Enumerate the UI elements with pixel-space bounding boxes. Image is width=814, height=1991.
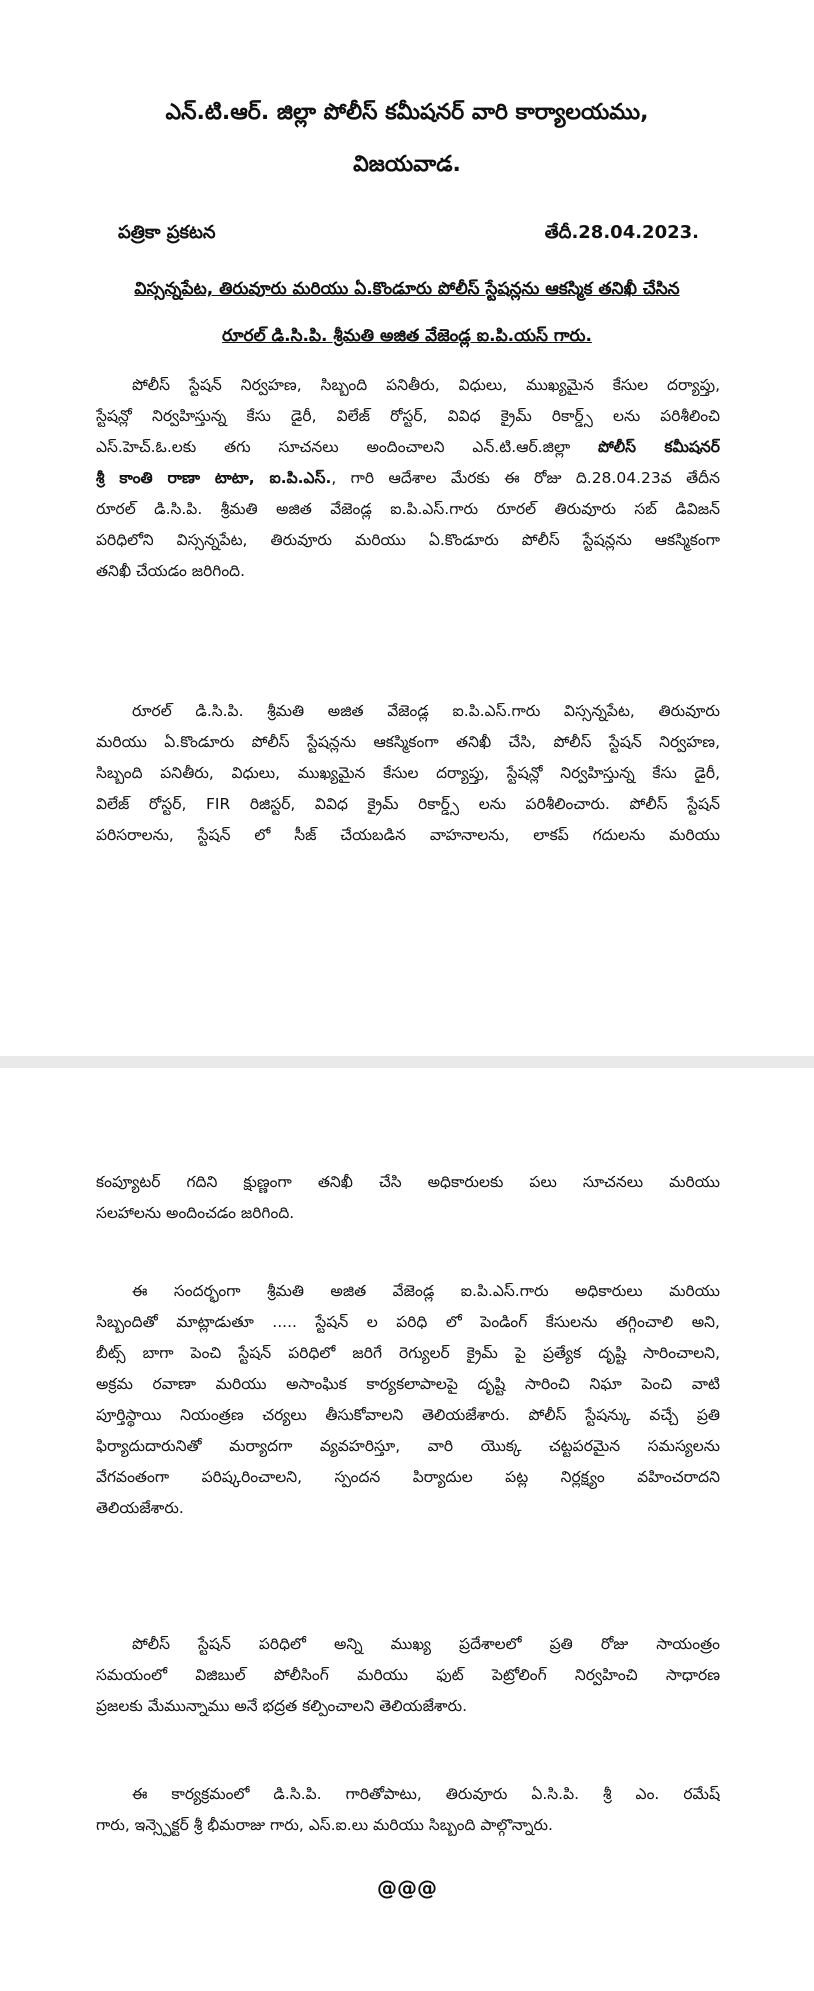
office-city: విజయవాడ.	[353, 152, 461, 177]
subject-line-2: రూరల్ డి.సి.పి. శ్రీమతి అజిత వేజెండ్ల ఐ.పి.యస్ గారు.	[222, 326, 592, 346]
press-release-label: పత్రికా ప్రకటన	[118, 222, 216, 243]
release-date: తేదీ.28.04.2023.	[544, 222, 699, 243]
commissioner-name: శ్రీ కాంతి రాణా టాటా, ఐ.పి.ఎస్.	[96, 469, 332, 487]
paragraph-5: ఈ కార్యక్రమంలో డి.సి.పి. గారితోపాటు, తిరువూరు ఏ.సి.పి. శ్రీ ఎం. రమేష్ గారు, ఇన్స్పెక్టర్ శ్రీ భీమరాజు గారు, ఎస్.ఐ.లు మరియు సిబ్బంది పాల్గొన్నారు.	[96, 1785, 720, 1834]
paragraph-4: పోలీస్ స్టేషన్ పరిధిలో అన్ని ముఖ్య ప్రదేశాలలో ప్రతి రోజు సాయంత్రం సమయంలో విజిబుల్ పోలీసింగ్ మరియు ఫుట్ పెట్రోలింగ్ నిర్వహించి సాధారణ ప్రజలకు మేమున్నాము అనే భద్రత కల్పించాలని తెలియజేశారు.	[96, 1635, 720, 1715]
paragraph-2-part-2: కంప్యూటర్ గదిని క్షుణ్ణంగా తనిఖీ చేసి అధికారులకు పలు సూచనలు మరియు సలహాలను అందించడం జరిగింది.	[96, 1173, 720, 1222]
paragraph-1: పోలీస్ స్టేషన్ నిర్వహణ, సిబ్బంది పనితీరు, విధులు, ముఖ్యమైన కేసుల దర్యాప్తు, స్టేషన్లో నిర్వహిస్తున్న కేసు డైరీ, విలేజ్ రోస్టర్, వివిధ క్రైమ్ రికార్డ్స్ లను పరిశీలించి ఎస్.హెచ్.ఓ.లకు తగు సూచనలు అందించాలని ఎన్.టి.ఆర్.జిల్లా పోలీస్ కమీషనర్ శ్రీ కాంతి రాణా టాటా, ఐ.పి.ఎస్., గారి ఆదేశాల మేరకు ఈ రోజు ది.28.04.23వ తేదీన రూరల్ డి.సి.పి. శ్రీమతి అజిత వేజెండ్ల ఐ.పి.ఎస్.గారు రూరల్ తిరువూరు సబ్ డివిజన్ పరిధిలోని విస్సన్నపేట, తిరువూరు మరియు ఏ.కొండూరు పోలీస్ స్టేషన్లను ఆకస్మికంగా తనిఖీ చేయడం జరిగింది.	[96, 376, 720, 580]
office-title: ఎన్.టి.ఆర్. జిల్లా పోలీస్ కమీషనర్ వారి కార్యాలయము,	[165, 100, 649, 125]
end-mark: @@@	[377, 1876, 437, 1900]
commissioner-title: పోలీస్ కమీషనర్	[598, 438, 720, 456]
paragraph-2-part-1: రూరల్ డి.సి.పి. శ్రీమతి అజిత వేజెండ్ల ఐ.పి.ఎస్.గారు విస్సన్నపేట, తిరువూరు మరియు ఏ.కొండూరు పోలీస్ స్టేషన్లను ఆకస్మికంగా తనిఖీ చేసి, పోలీస్ స్టేషన్ నిర్వహణ, సిబ్బంది పనితీరు, విధులు, ముఖ్యమైన కేసుల దర్యాప్తు, స్టేషన్లో నిర్వహిస్తున్న కేసు డైరీ, విలేజ్ రోస్టర్, FIR రిజిస్టర్, వివిధ క్రైమ్ రికార్డ్స్ లను పరిశీలించారు. పోలీస్ స్టేషన్ పరిసరాలను, స్టేషన్ లో సీజ్ చేయబడిన వాహనాలను, లాకప్ గదులను మరియు	[96, 702, 720, 844]
page-separator	[0, 1056, 814, 1068]
paragraph-3: ఈ సందర్భంగా శ్రీమతి అజిత వేజెండ్ల ఐ.పి.ఎస్.గారు అధికారులు మరియు సిబ్బందితో మాట్లాడుతూ ..... స్టేషన్ ల పరిధి లో పెండింగ్ కేసులను తగ్గించాలి అని, బీట్స్ బాగా పెంచి స్టేషన్ పరిధిలో జరిగే రెగ్యులర్ క్రైమ్ పై ప్రత్యేక దృష్టి సారించాలని, అక్రమ రవాణా మరియు అసాంఘిక కార్యకలాపాలపై దృష్టి సారించి నిఘా పెంచి వాటి పూర్తిస్థాయి నియంత్రణ చర్యలు తీసుకోవాలని తెలియజేశారు. పోలీస్ స్టేషన్కు వచ్చే ప్రతి ఫిర్యాదుదారునితో మర్యాదగా వ్యవహరిస్తూ, వారి యొక్క చట్టపరమైన సమస్యలను వేగవంతంగా పరిష్కరించాలని, స్పందన పిర్యాదుల పట్ల నిర్లక్ష్యం వహించరాదని తెలియజేశారు.	[96, 1282, 720, 1517]
subject-line-1: విస్సన్నపేట, తిరువూరు మరియు ఏ.కొండూరు పోలీస్ స్టేషన్లను ఆకస్మిక తనిఖీ చేసిన	[134, 279, 680, 299]
